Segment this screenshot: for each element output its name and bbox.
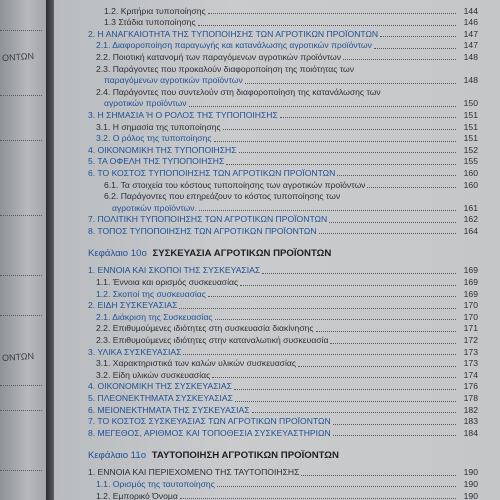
toc-dot-leader <box>367 187 456 188</box>
toc-entry-title: 2. Η ΑΝΑΓΚΑΙΟΤΗΤΑ ΤΗΣ ΤΥΠΟΠΟΙΗΣΗΣ ΤΩΝ ΑΓΡΟΤΙΚΩΝ ΠΡΟΪΟΝΤΩΝ <box>88 28 379 39</box>
toc-entry <box>88 323 478 335</box>
toc-dot-leader <box>301 475 456 476</box>
toc-dot-leader <box>183 354 456 355</box>
toc-page-number: 151 <box>463 109 478 120</box>
toc-entry-title: αγροτικών προϊόντων. <box>112 202 197 213</box>
toc-entry-title: 1.1. Έννοια και ορισμός συσκευασίας <box>96 277 239 288</box>
toc-dot-leader <box>337 175 456 176</box>
toc-dot-leader <box>319 233 456 234</box>
chapter-title: ΤΑΥΤΟΠΟΙΗΣΗ ΑΓΡΟΤΙΚΩΝ ΠΡΟΪΟΝΤΩΝ <box>151 449 339 461</box>
toc-dot-leader <box>179 308 456 309</box>
toc-entry-title: 2.3. Παράγοντες που προκαλούν διαφοροποίηση της ποιότητας των <box>96 63 355 74</box>
toc-section-chapter-10 <box>88 265 478 439</box>
toc-page-number: 169 <box>463 288 478 299</box>
toc-page-number: 173 <box>463 346 478 357</box>
toc-entry <box>88 225 478 237</box>
toc-dot-leader <box>212 377 456 378</box>
toc-entry <box>88 98 478 110</box>
toc-page-number: 178 <box>463 393 478 403</box>
toc-entry <box>88 133 478 145</box>
toc-entry <box>88 265 478 277</box>
toc-dot-leader <box>223 129 456 130</box>
left-page-dots <box>0 410 42 412</box>
toc-entry <box>88 346 478 358</box>
toc-page-number: 164 <box>463 225 478 236</box>
toc-entry-title: 6.1. Τα στοιχεία του κόστους τυποποίησης των αγροτικών προϊόντων <box>104 179 366 190</box>
toc-entry-title: 6. ΤΟ ΚΟΣΤΟΣ ΤΥΠΟΠΟΙΗΣΗΣ ΤΩΝ ΑΓΡΟΤΙΚΩΝ ΠΡΟΪΟΝΤΩΝ <box>88 167 336 178</box>
toc-entry <box>88 300 478 312</box>
toc-page-number: 190 <box>463 478 478 489</box>
toc-dot-leader <box>217 486 456 487</box>
toc-page-number: 174 <box>463 369 478 380</box>
toc-dot-leader <box>333 424 456 425</box>
toc-entry-title: 8. ΜΕΓΕΘΟΣ, ΑΡΙΘΜΟΣ ΚΑΙ ΤΟΠΟΘΕΣΙΑ ΣΥΣΚΕΥΑΣΤΗΡΙΩΝ <box>88 427 331 438</box>
toc-dot-leader <box>380 36 456 37</box>
toc-entry <box>88 358 478 370</box>
toc-entry-title: 1.2. Σκοποί της συσκευασίας <box>96 288 206 299</box>
toc-section-previous-chapter <box>88 5 478 237</box>
book-gutter <box>46 0 54 500</box>
toc-entry-title: 2.3. Επιθυμούμενες ιδιότητες στην καταναλωτική συσκευασία <box>96 335 329 346</box>
left-page-fragment: ΟΝΤΩΝ <box>1 350 35 364</box>
toc-dot-leader <box>234 389 456 390</box>
toc-entry <box>88 40 478 52</box>
toc-entry <box>88 63 478 75</box>
toc-page-number: 160 <box>463 167 478 178</box>
toc-entry <box>88 51 478 63</box>
toc-entry <box>88 167 478 179</box>
left-page-dots <box>0 140 42 142</box>
toc-dot-leader <box>329 222 456 223</box>
left-page-dots <box>0 470 42 472</box>
chapter-heading <box>88 246 478 262</box>
left-page-dots <box>0 95 42 97</box>
toc-entry <box>88 202 478 214</box>
toc-entry-title: 3.1. Η σημασία της τυποποίησης <box>96 121 221 132</box>
toc-entry-title: 3. ΥΛΙΚΑ ΣΥΣΚΕΥΑΣΙΑΣ <box>88 346 182 357</box>
toc-dot-leader <box>240 285 456 286</box>
chapter-label: Κεφάλαιο 11ο <box>88 449 147 461</box>
table-of-contents <box>88 5 478 500</box>
toc-entry-title: 2.4. Παράγοντες που συντελούν στη διαφοροποίηση της κατανάλωσης των <box>96 86 381 97</box>
toc-page-number: 151 <box>463 133 478 144</box>
toc-entry-title: 5. ΤΑ ΟΦΕΛΗ ΤΗΣ ΤΥΠΟΠΟΙΗΣΗΣ <box>88 156 225 167</box>
toc-dot-leader <box>199 210 456 211</box>
toc-page-number: 151 <box>463 121 478 132</box>
toc-entry-title: 2.1. Διαφοροποίηση παραγωγής και κατανάλωσης αγροτικών προϊόντων <box>96 40 372 51</box>
chapter-heading <box>88 448 478 464</box>
toc-dot-leader <box>208 296 456 297</box>
toc-dot-leader <box>239 152 456 153</box>
toc-entry <box>88 156 478 168</box>
toc-entry <box>88 276 478 288</box>
toc-entry-title: 1. ΕΝΝΟΙΑ ΚΑΙ ΣΚΟΠΟΙ ΤΗΣ ΣΥΣΚΕΥΑΣΙΑΣ <box>88 265 261 276</box>
toc-page-number: 160 <box>463 179 478 190</box>
toc-page-number: 182 <box>463 404 478 415</box>
toc-page-number: 152 <box>463 144 478 155</box>
toc-page-number: 171 <box>463 323 478 334</box>
toc-entry-title: 1. ΕΝΝΟΙΑ ΚΑΙ ΠΕΡΙΕΧΟΜΕΝΟ ΤΗΣ ΤΑΥΤΟΠΟΙΗΣΗΣ <box>88 467 300 478</box>
toc-dot-leader <box>262 273 456 274</box>
left-page-dots <box>0 30 42 32</box>
toc-page-number: 173 <box>463 358 478 369</box>
toc-page-number: 170 <box>463 300 478 311</box>
toc-dot-leader <box>280 117 456 118</box>
toc-page-number: 169 <box>463 265 478 276</box>
toc-page-number: 190 <box>463 467 478 478</box>
left-page-dots <box>0 215 42 217</box>
toc-entry <box>88 144 478 156</box>
toc-dot-leader <box>343 59 456 60</box>
toc-entry <box>88 490 478 500</box>
toc-dot-leader <box>215 319 456 320</box>
left-page-fragment: ΟΝΤΩΝ <box>1 50 35 64</box>
toc-entry-title: αγροτικών προϊόντων <box>104 98 187 109</box>
toc-entry-title: παραγόμενων αγροτικών προϊόντων <box>104 75 243 86</box>
toc-entry-title: 6. ΜΕΙΟΝΕΚΤΗΜΑΤΑ ΤΗΣ ΣΥΣΚΕΥΑΣΙΑΣ <box>88 404 250 415</box>
toc-page-number: 190 <box>463 490 478 500</box>
toc-entry-title: 5. ΠΛΕΟΝΕΚΤΗΜΑΤΑ ΣΥΣΚΕΥΑΣΙΑΣ <box>88 393 233 403</box>
toc-page-number: 144 <box>463 5 478 16</box>
toc-page-number: 169 <box>463 277 478 288</box>
toc-entry-title: 1.1. Ορισμός της ταυτοποίησης <box>96 478 215 489</box>
toc-entry-title: 8. ΤΟΠΟΣ ΤΥΠΟΠΟΙΗΣΗΣ ΤΩΝ ΑΓΡΟΤΙΚΩΝ ΠΡΟΪΟΝΤΩΝ <box>88 225 317 236</box>
left-page-dots <box>0 315 42 317</box>
toc-entry <box>88 467 478 479</box>
toc-page-number: 176 <box>463 381 478 392</box>
toc-page-number: 147 <box>463 40 478 51</box>
toc-entry-title: 2.1. Διάκριση της Συσκευασίας <box>96 311 213 322</box>
toc-entry <box>88 5 478 17</box>
toc-entry-title: 4. ΟΙΚΟΝΟΜΙΚΗ ΤΗΣ ΤΥΠΟΠΟΙΗΣΗΣ <box>88 144 237 155</box>
toc-dot-leader <box>235 401 456 402</box>
toc-page-number: 172 <box>463 335 478 346</box>
toc-entry-title: 1.3 Στάδια τυποποίησης <box>104 17 196 28</box>
toc-entry-title: 3.2. Ο ρόλος της τυποποίησης <box>96 133 212 144</box>
toc-page-number: 150 <box>463 98 478 109</box>
toc-dot-leader <box>198 25 456 26</box>
left-page-dots <box>0 275 42 277</box>
toc-entry-title: 2.2. Επιθυμούμενες ιδιότητες στη συσκευασία διακίνησης <box>96 323 314 334</box>
toc-dot-leader <box>298 366 456 367</box>
toc-dot-leader <box>208 13 456 14</box>
toc-page-number: 148 <box>463 51 478 62</box>
toc-page-number: 184 <box>463 427 478 438</box>
toc-entry <box>88 109 478 121</box>
toc-entry-title: 1.2. Εμπορικό Όνομα <box>96 490 178 500</box>
toc-page-number: 162 <box>463 214 478 225</box>
toc-entry-title: 2.2. Ποιοτική κατανομή των παραγόμενων αγροτικών προϊόντων <box>96 51 342 62</box>
toc-entry <box>88 179 478 191</box>
toc-entry <box>88 381 478 393</box>
toc-page-number: 155 <box>463 156 478 167</box>
toc-entry-title: 3.2. Είδη υλικών συσκευασίας <box>96 369 211 380</box>
toc-page-number: 170 <box>463 311 478 322</box>
toc-entry <box>88 478 478 490</box>
toc-entry <box>88 392 478 404</box>
toc-entry <box>88 416 478 428</box>
left-page-dots <box>0 385 42 387</box>
toc-entry <box>88 311 478 323</box>
toc-entry-title: 3.1. Χαρακτηριστικά των καλών υλικών συσκευασίας <box>96 358 297 369</box>
toc-entry <box>88 86 478 98</box>
toc-entry <box>88 75 478 87</box>
toc-dot-leader <box>333 435 456 436</box>
toc-entry <box>88 214 478 226</box>
toc-entry <box>88 427 478 439</box>
toc-page-number: 146 <box>463 17 478 28</box>
toc-dot-leader <box>226 164 456 165</box>
toc-entry <box>88 288 478 300</box>
toc-dot-leader <box>189 106 456 107</box>
toc-dot-leader <box>245 83 456 84</box>
toc-entry <box>88 28 478 40</box>
toc-entry <box>88 17 478 29</box>
left-page-edge <box>0 0 46 500</box>
toc-dot-leader <box>252 412 456 413</box>
toc-dot-leader <box>330 343 456 344</box>
toc-entry <box>88 369 478 381</box>
toc-dot-leader <box>316 331 456 332</box>
toc-page-number: 147 <box>463 28 478 39</box>
toc-dot-leader <box>180 498 456 499</box>
toc-entry <box>88 404 478 416</box>
toc-entry-title: 3. Η ΣΗΜΑΣΙΑ Ή Ο ΡΟΛΟΣ ΤΗΣ ΤΥΠΟΠΟΙΗΣΗΣ <box>88 109 278 120</box>
toc-entry <box>88 121 478 133</box>
toc-page <box>54 0 500 500</box>
toc-page-number: 148 <box>463 75 478 86</box>
toc-page-number: 183 <box>463 416 478 427</box>
toc-dot-leader <box>214 141 456 142</box>
toc-entry-title: 7. ΠΟΛΙΤΙΚΗ ΤΥΠΟΠΟΙΗΣΗΣ ΤΩΝ ΑΓΡΟΤΙΚΩΝ ΠΡΟΪΟΝΤΩΝ <box>88 214 328 225</box>
chapter-title: ΣΥΣΚΕΥΑΣΙΑ ΑΓΡΟΤΙΚΩΝ ΠΡΟΪΟΝΤΩΝ <box>152 247 332 259</box>
toc-dot-leader <box>374 48 456 49</box>
toc-entry <box>88 191 478 203</box>
toc-entry-title: 6.2. Παράγοντες που επηρεάζουν το κόστος τυποποίησης των <box>104 191 341 202</box>
toc-entry-title: 4. ΟΙΚΟΝΟΜΙΚΗ ΤΗΣ ΣΥΣΚΕΥΑΣΙΑΣ <box>88 381 232 392</box>
toc-entry-title: 2. ΕΙΔΗ ΣΥΣΚΕΥΑΣΙΑΣ <box>88 300 178 311</box>
toc-section-chapter-11 <box>88 467 478 500</box>
toc-entry-title: 7. ΤΟ ΚΟΣΤΟΣ ΣΥΣΚΕΥΑΣΙΑΣ ΤΩΝ ΑΓΡΟΤΙΚΩΝ ΠΡΟΪΟΝΤΩΝ <box>88 416 331 427</box>
toc-entry-title: 1.2. Κριτήρια τυποποίησης <box>104 5 206 16</box>
toc-entry <box>88 334 478 346</box>
chapter-label: Κεφάλαιο 10ο <box>88 247 147 259</box>
toc-page-number: 161 <box>463 202 478 213</box>
